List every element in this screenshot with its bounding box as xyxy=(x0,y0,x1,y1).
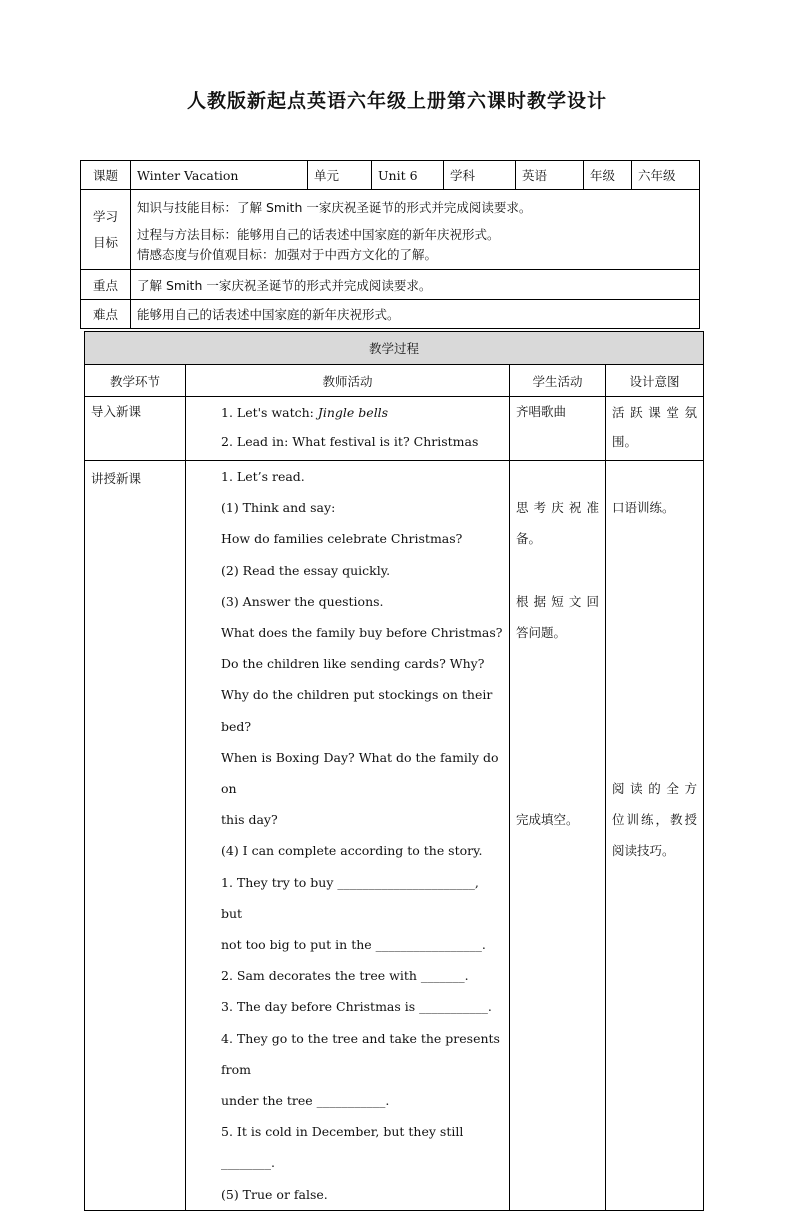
intro-intent xyxy=(606,397,704,461)
teach-line: 5. It is cold in December, but they still ________. xyxy=(221,1124,464,1171)
key-value: 了解 Smith 一家庆祝圣诞节的形式并完成阅读要求。 xyxy=(131,270,700,300)
intent-reading-3: 阅读技巧。 xyxy=(612,843,675,859)
goals-cell xyxy=(131,190,700,270)
col-stage: 教学环节 xyxy=(85,365,186,397)
teach-teacher xyxy=(186,461,510,1211)
teach-line: What does the family buy before Christmas? xyxy=(221,625,503,641)
teach-line: (4) I can complete according to the story. xyxy=(221,843,483,859)
teach-line: (5) True or false. xyxy=(221,1186,328,1202)
intro-teacher xyxy=(186,397,510,461)
difficulty-label: 难点 xyxy=(81,300,131,329)
teach-line: (1) Think and say: xyxy=(221,500,336,516)
subject-value: 英语 xyxy=(516,161,584,190)
difficulty-value: 能够用自己的话表述中国家庭的新年庆祝形式。 xyxy=(131,300,700,329)
goals-label xyxy=(81,190,131,270)
teach-stage xyxy=(85,461,186,1211)
unit-value: Unit 6 xyxy=(372,161,444,190)
grade-label: 年级 xyxy=(584,161,632,190)
teach-line: this day? xyxy=(221,812,278,828)
intro-stage xyxy=(85,397,186,461)
teach-line: Do the children like sending cards? Why? xyxy=(221,656,485,672)
student-answer-1: 根据短文回 xyxy=(516,593,599,609)
goal-knowledge: 知识与技能目标：了解 Smith 一家庆祝圣诞节的形式并完成阅读要求。 xyxy=(137,200,532,215)
student-think-2: 备。 xyxy=(516,531,542,547)
teach-line: under the tree ___________. xyxy=(221,1093,390,1109)
col-intent: 设计意图 xyxy=(606,365,704,397)
goals-label-line2: 目标 xyxy=(92,234,118,250)
teach-line: (2) Read the essay quickly. xyxy=(221,562,391,578)
teach-line: 2. Sam decorates the tree with _______. xyxy=(221,968,469,984)
teach-stage-label: 讲授新课 xyxy=(91,471,142,486)
goals-label-line1: 学习 xyxy=(92,208,118,224)
teach-line: not too big to put in the _________________. xyxy=(221,937,486,953)
page-title: 人教版新起点英语六年级上册第六课时教学设计 xyxy=(186,90,607,112)
teach-line: 1. Let’s read. xyxy=(221,469,305,484)
process-header: 教学过程 xyxy=(85,332,704,365)
topic-value: Winter Vacation xyxy=(131,161,308,190)
subject-label: 学科 xyxy=(444,161,516,190)
goal-attitude: 情感态度与价值观目标：加强对于中西方文化的了解。 xyxy=(137,247,438,262)
intro-student-text: 齐唱歌曲 xyxy=(516,404,567,419)
teach-line: 1. They try to buy ______________________, but xyxy=(221,874,479,921)
intro-line-1 xyxy=(221,399,503,427)
lesson-info-table xyxy=(80,160,700,329)
intro-line-1-prefix: 1. Let's watch: xyxy=(221,405,318,420)
student-answer-2: 答问题。 xyxy=(516,624,567,640)
student-fill: 完成填空。 xyxy=(516,812,579,828)
teach-line: (3) Answer the questions. xyxy=(221,593,384,609)
teach-intent xyxy=(606,461,704,1211)
teach-line: How do families celebrate Christmas? xyxy=(221,531,463,547)
teach-line: When is Boxing Day? What do the family do on xyxy=(221,749,499,797)
col-teacher: 教师活动 xyxy=(186,365,510,397)
intro-intent-1: 活跃课堂氛 xyxy=(612,405,698,420)
intro-line-2: 2. Lead in: What festival is it? Christmas xyxy=(221,434,479,449)
teach-line: 4. They go to the tree and take the presents from xyxy=(221,1030,500,1077)
intro-intent-2: 围。 xyxy=(612,434,638,449)
intent-oral: 口语训练。 xyxy=(612,500,675,516)
key-label: 重点 xyxy=(81,270,131,300)
teaching-process-table xyxy=(84,331,704,1211)
grade-value: 六年级 xyxy=(632,161,700,190)
intro-song-title: Jingle bells xyxy=(317,405,389,420)
intro-stage-label: 导入新课 xyxy=(91,404,142,419)
teach-line: Why do the children put stockings on their bed? xyxy=(221,687,493,734)
unit-label: 单元 xyxy=(308,161,372,190)
intro-student xyxy=(510,397,606,461)
intent-reading-2: 位训练，教授 xyxy=(612,812,698,828)
student-think-1: 思考庆祝准 xyxy=(516,500,599,516)
topic-label: 课题 xyxy=(81,161,131,190)
intent-reading-1: 阅读的全方 xyxy=(612,780,698,796)
col-student: 学生活动 xyxy=(510,365,606,397)
teach-student xyxy=(510,461,606,1211)
teach-line: 3. The day before Christmas is ___________. xyxy=(221,999,492,1015)
goal-process: 过程与方法目标：能够用自己的话表述中国家庭的新年庆祝形式。 xyxy=(137,227,500,242)
